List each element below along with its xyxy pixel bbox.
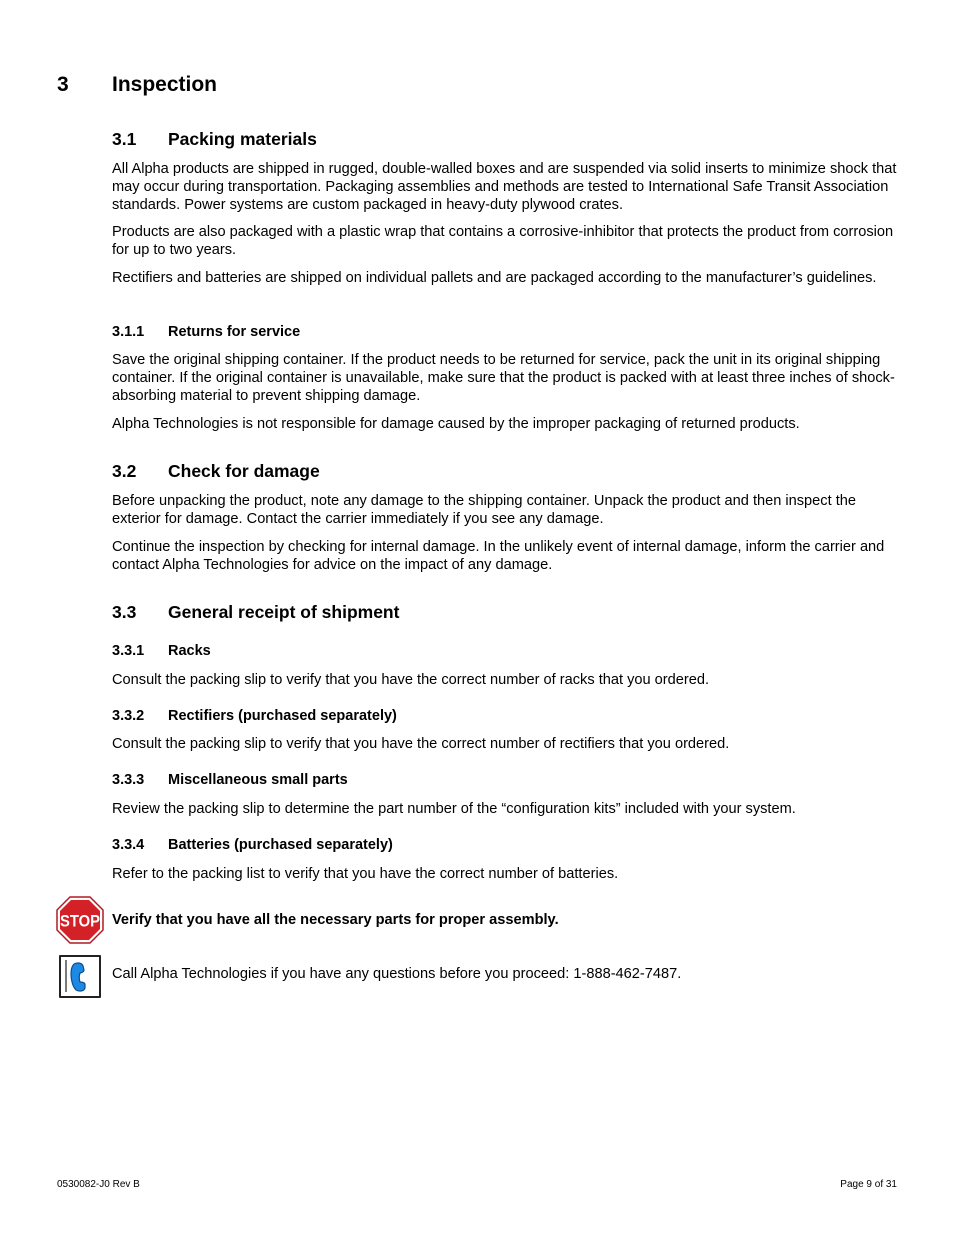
subsection-title: Miscellaneous small parts [168,772,348,788]
paragraph: Save the original shipping container. If the product needs to be returned for service, pack the unit in its original shipping container. If the original container is unavailable, make sure that the product is packed with at least three inches of shock-absorbing material to prevent shipping damage. [112,352,895,404]
section-title: Packing materials [168,129,317,149]
paragraph: Refer to the packing list to verify that you have the correct number of batteries. [112,866,619,882]
subsection-number: 3.3.2 [112,708,145,724]
paragraph: Continue the inspection by checking for internal damage. In the unlikely event of internal damage, inform the carrier and contact Alpha Technologies for advice on the impact of any damage. [112,539,885,573]
paragraph: Before unpacking the product, note any damage to the shipping container. Unpack the product and then inspect the exterior for damage. Contact the carrier immediately if you see any damage. [112,493,856,527]
section-number: 3.2 [112,461,137,481]
subsection-title: Rectifiers (purchased separately) [168,708,397,724]
footer-page-number: Page 9 of 31 [840,1179,897,1190]
paragraph: Consult the packing slip to verify that you have the correct number of rectifiers that you ordered. [112,736,730,752]
section-number: 3.1 [112,129,137,149]
subsection-title: Batteries (purchased separately) [168,837,393,853]
section-title: Check for damage [168,461,320,481]
section-title: General receipt of shipment [168,602,400,622]
phone-note-text: Call Alpha Technologies if you have any questions before you proceed: 1-888-462-7487. [112,966,682,982]
paragraph: Rectifiers and batteries are shipped on individual pallets and are packaged according to the manufacturer’s guidelines. [112,270,877,286]
subsection-title: Returns for service [168,324,301,340]
subsection-number: 3.3.4 [112,837,145,853]
chapter-number: 3 [57,73,69,96]
subsection-number: 3.1.1 [112,324,145,340]
stop-sign-text: STOP [60,912,100,931]
subsection-title: Racks [168,643,211,659]
subsection-number: 3.3.1 [112,643,145,659]
stop-sign-icon [56,896,104,944]
subsection-number: 3.3.3 [112,772,145,788]
paragraph: Alpha Technologies is not responsible for damage caused by the improper packaging of returned products. [112,416,800,432]
section-number: 3.3 [112,602,137,622]
stop-note-text: Verify that you have all the necessary parts for proper assembly. [112,912,559,928]
paragraph: Products are also packaged with a plastic wrap that contains a corrosive-inhibitor that protects the product from corrosion for up to two years. [112,224,894,258]
chapter-title: Inspection [112,73,218,96]
telephone-icon [56,952,104,1000]
paragraph: Consult the packing slip to verify that you have the correct number of racks that you ordered. [112,672,710,688]
paragraph: Review the packing slip to determine the part number of the “configuration kits” included with your system. [112,801,796,817]
footer-doc-id: 0530082-J0 Rev B [57,1179,140,1190]
paragraph: All Alpha products are shipped in rugged, double-walled boxes and are suspended via solid inserts to minimize shock that may occur during transportation. Packaging assemblies and methods are tested to International Safe Transit Association standards. Power systems are custom packaged in heavy-duty plywood crates. [112,161,897,213]
